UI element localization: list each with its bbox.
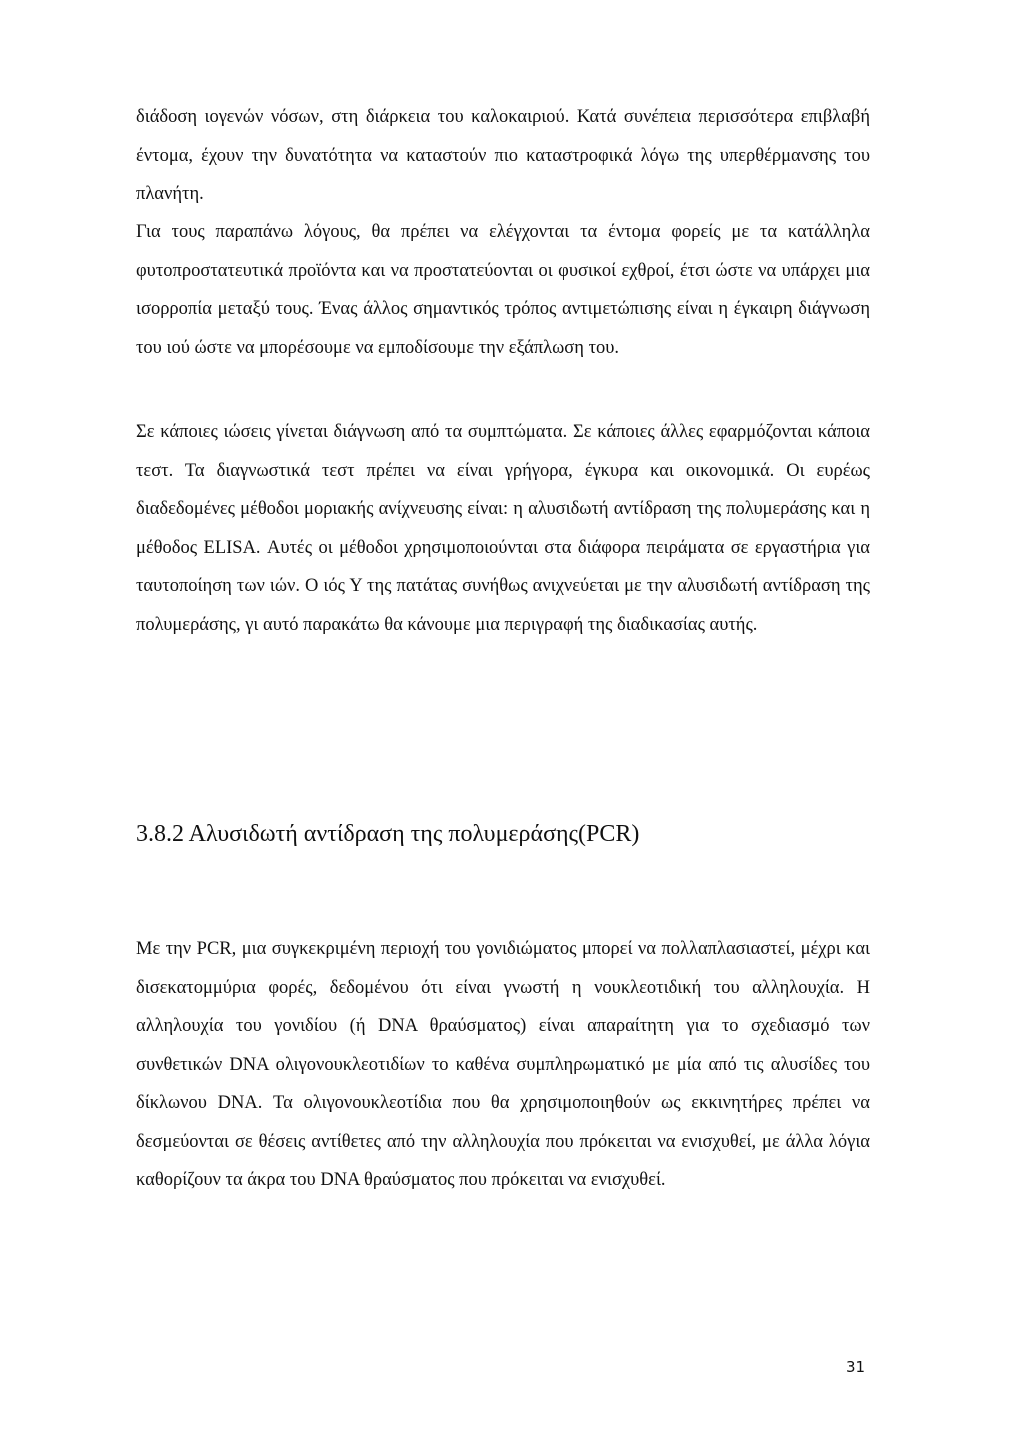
paragraph-diagnosis-methods: Σε κάποιες ιώσεις γίνεται διάγνωση από τα συμπτώματα. Σε κάποιες άλλες εφαρμόζονται κάποια τεστ. Τα διαγνωστικά τεστ πρέπει να είναι γρήγορα, έγκυρα και οικονομικά. Οι ευρέως διαδεδομένες μέθοδοι μοριακής ανίχνευσης είναι: η αλυσιδωτή αντίδραση της πολυμεράσης και η μέθοδος ELISA. Αυτές οι μέθοδοι χρησιμοποιούνται στα διάφορα πειράματα σε εργαστήρια για ταυτοποίηση των ιών. Ο ιός Υ της πατάτας συνήθως ανιχνεύεται με την αλυσιδωτή αντίδραση της πολυμεράσης, γι αυτό παρακάτω θα κάνουμε μια περιγραφή της διαδικασίας αυτής. (136, 422, 870, 635)
paragraph-vector-control: Για τους παραπάνω λόγους, θα πρέπει να ελέγχονται τα έντομα φορείς με τα κατάλληλα φυτοπροστατευτικά προϊόντα και να προστατεύονται οι φυσικοί εχθροί, έτσι ώστε να υπάρχει μια ισορροπία μεταξύ τους. Ένας άλλος σημαντικός τρόπος αντιμετώπισης είναι η έγκαιρη διάγνωση του ιού ώστε να μπορέσουμε να εμποδίσουμε την εξάπλωση του. (136, 222, 870, 358)
paragraph-pcr-description: Με την PCR, μια συγκεκριμένη περιοχή του γονιδιώματος μπορεί να πολλαπλασιαστεί, μέχρι και δισεκατομμύρια φορές, δεδομένου ότι είναι γνωστή η νουκλεοτιδική του αλληλουχία. Η αλληλουχία του γονιδίου (ή DNA θραύσματος) είναι απαραίτητη για το σχεδιασμό των συνθετικών DNA ολιγονουκλεοτιδίων το καθένα συμπληρωματικό με μία από τις αλυσίδες του δίκλωνου DNA. Τα ολιγονουκλεοτίδια που θα χρησιμοποιηθούν ως εκκινητήρες πρέπει να δεσμεύονται σε θέσεις αντίθετες από την αλληλουχία που πρόκειται να ενισχυθεί, με άλλα λόγια καθορίζουν τα άκρα του DNA θραύσματος που πρόκειται να ενισχυθεί. (136, 939, 870, 1190)
paragraph-heat-pests: διάδοση ιογενών νόσων, στη διάρκεια του καλοκαιριού. Κατά συνέπεια περισσότερα επιβλαβή έντομα, έχουν την δυνατότητα να καταστούν πιο καταστροφικά λόγω της υπερθέρμανσης του πλανήτη. (136, 107, 870, 204)
section-heading: 3.8.2 Αλυσιδωτή αντίδραση της πολυμεράσης(PCR) (136, 821, 640, 847)
page-number: 31 (846, 1358, 866, 1376)
